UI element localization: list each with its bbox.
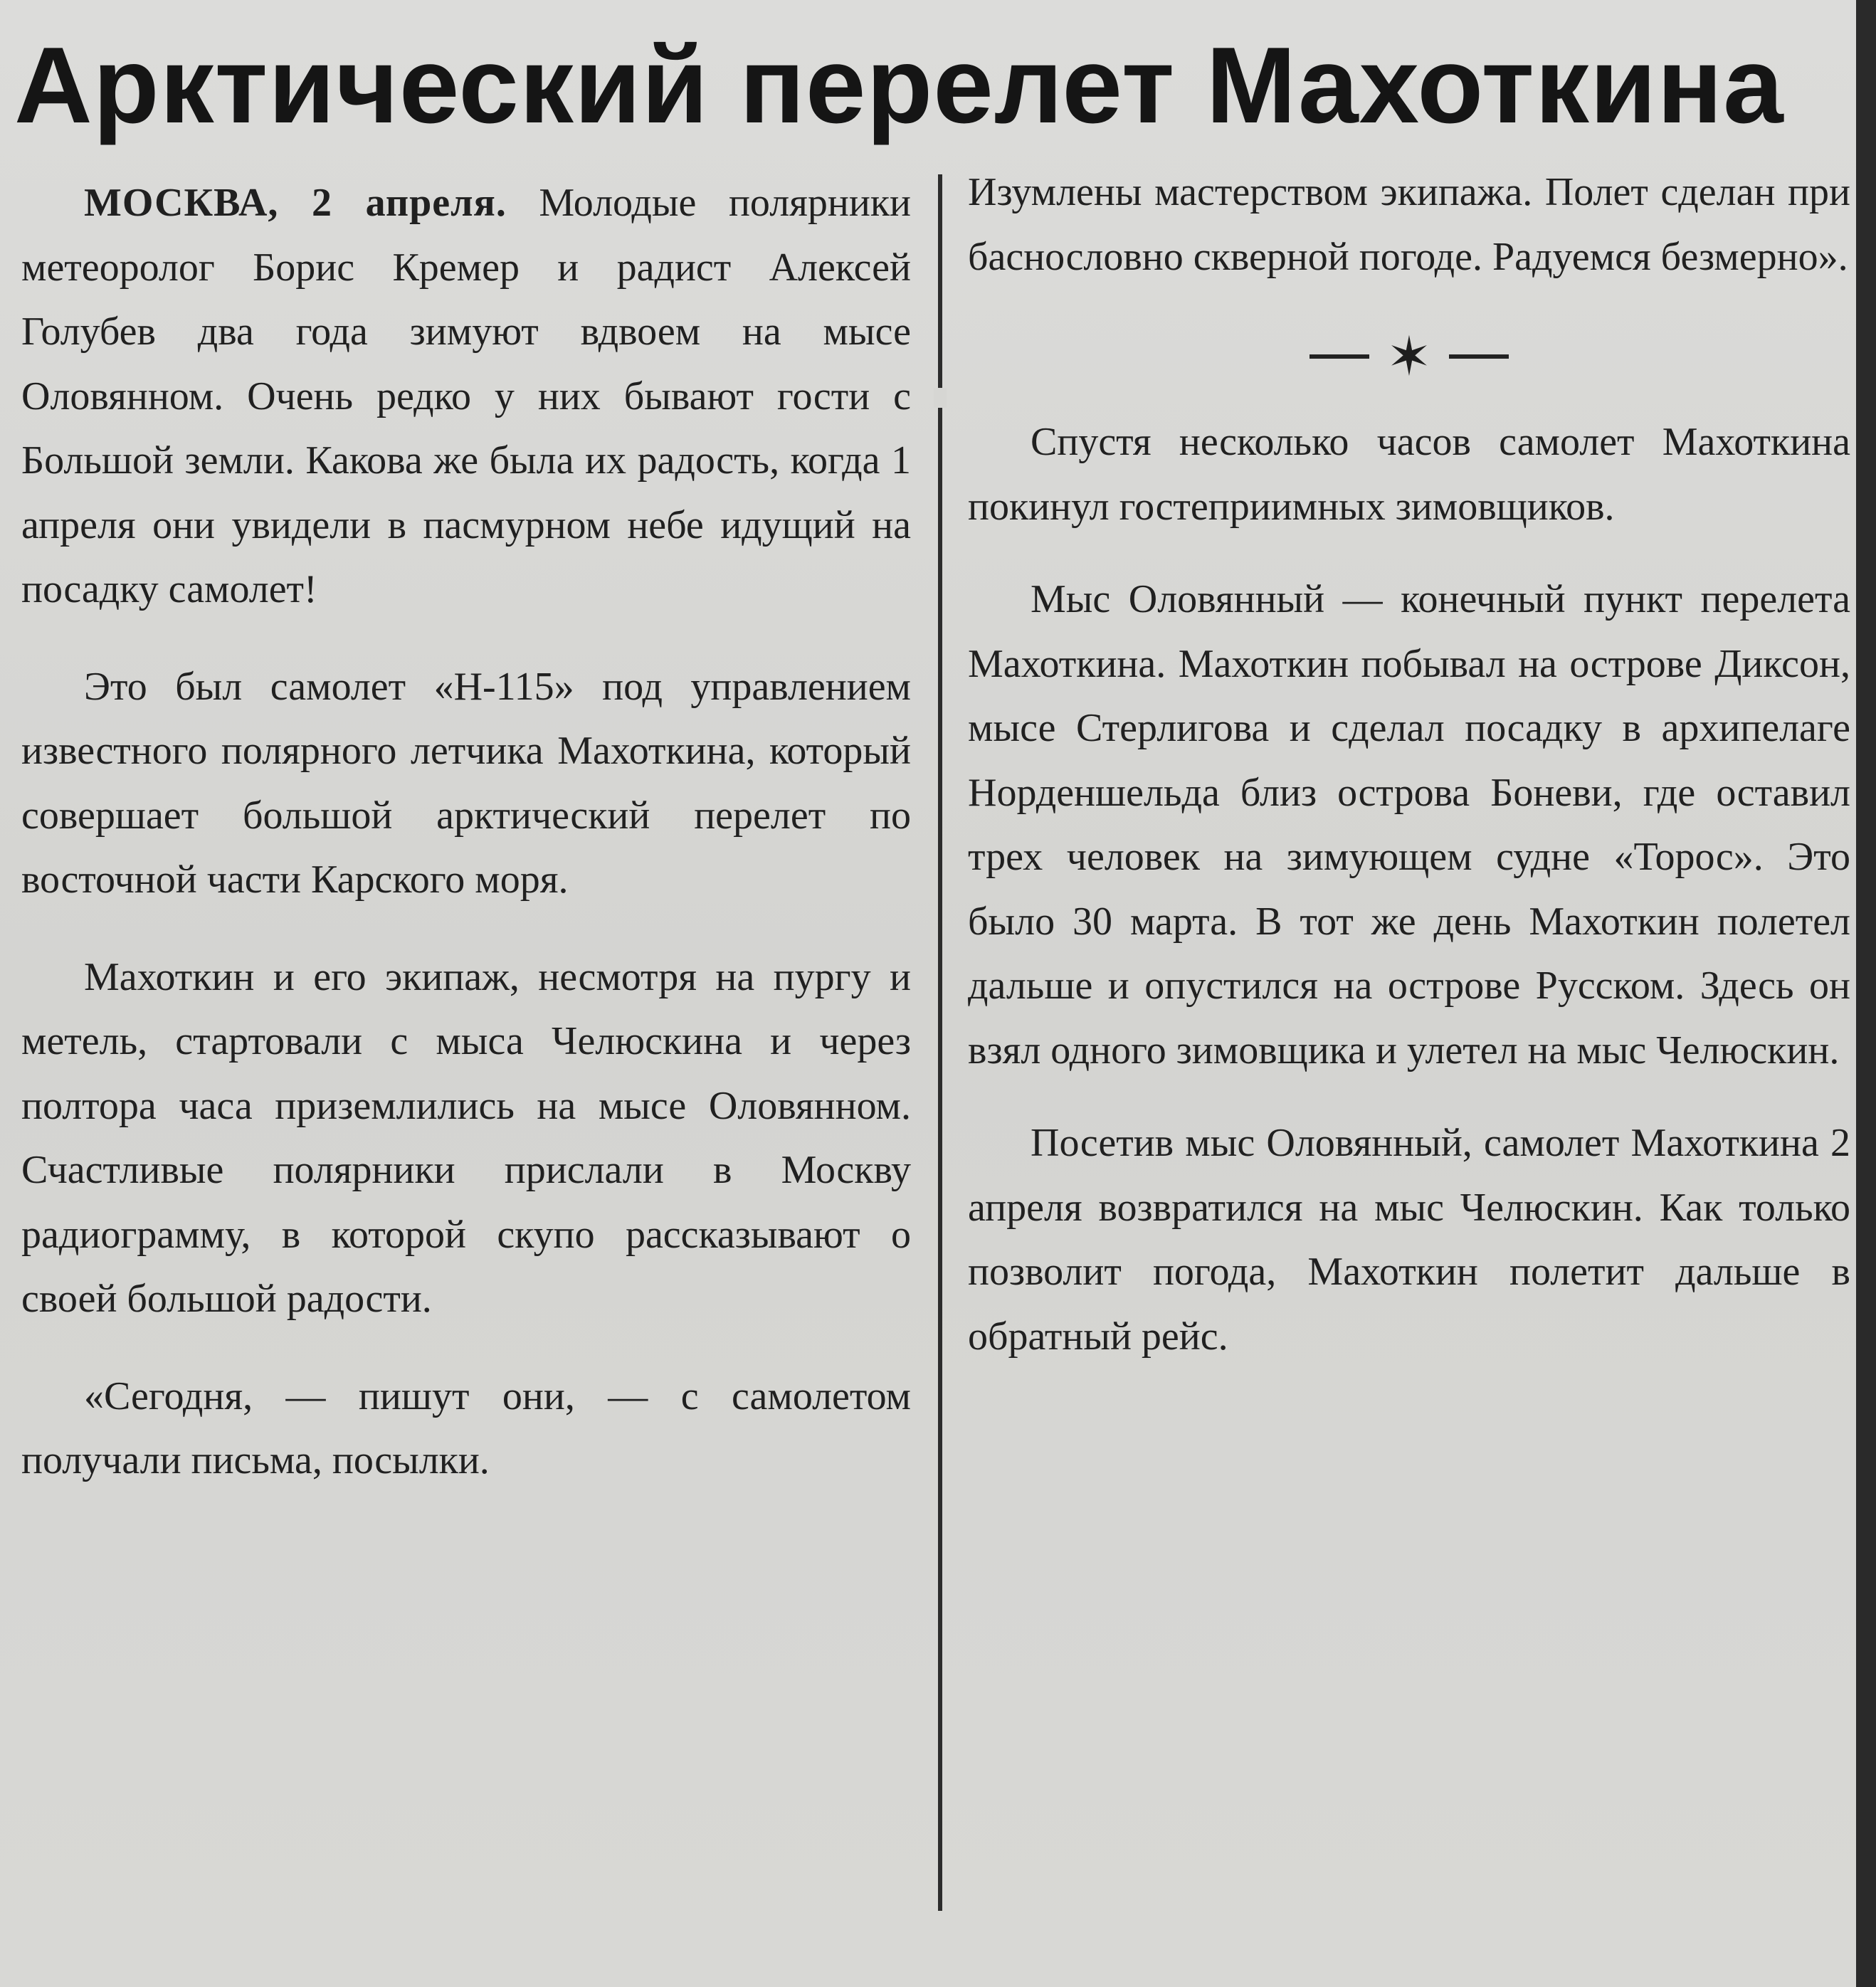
paragraph-7: Посетив мыс Оловянный, самолет Махоткина 2 апреля возвратился на мыс Челюскин. Как только позволит погода, Махоткин полетит дальше в обратный рейс. xyxy=(968,1121,1850,1359)
paragraph-continued: Изумлены мастерством экипажа. Полет сделан при баснословно скверной погоде. Радуемся безмерно». xyxy=(968,170,1850,279)
section-separator xyxy=(968,303,1850,410)
article-headline: Арктический перелет Махоткина xyxy=(14,25,1784,146)
paragraph-1 xyxy=(21,171,911,622)
dateline: МОСКВА, 2 апреля. xyxy=(84,181,507,225)
paragraph-4: «Сегодня, — пишут они, — с самолетом получали письма, посылки. xyxy=(21,1374,911,1482)
star-ornament-icon: ✶ xyxy=(1386,325,1432,388)
column-divider-gap xyxy=(934,388,947,408)
separator-dash-left xyxy=(1309,354,1369,359)
paragraph-2: Это был самолет «Н-115» под управлением известного полярного летчика Махоткина, который совершает большой арктический перелет по восточной части Карского моря. xyxy=(21,664,911,902)
paragraph-6: Мыс Оловянный — конечный пункт перелета Махоткина. Махоткин побывал на острове Диксон, мысе Стерлигова и сделал посадку в архипелаге Норденшельда близ острова Боневи, где оставил трех человек на зимующем судне «Торос». Это было 30 марта. В тот же день Махоткин полетел дальше и опустился на острове Русском. Здесь он взял одного зимовщика и улетел на мыс Челюскин. xyxy=(968,577,1850,1072)
page-edge xyxy=(1856,0,1876,1987)
left-column xyxy=(21,171,911,1493)
column-divider xyxy=(938,174,942,1911)
paragraph-5: Спустя несколько часов самолет Махоткина покинул гостеприимных зимовщиков. xyxy=(968,420,1850,529)
separator-dash-right xyxy=(1449,354,1509,359)
right-column xyxy=(968,160,1850,1369)
paragraph-1-text: Молодые полярники метеоролог Борис Кремер и радист Алексей Голубев два года зимуют вдвоем на мысе Оловянном. Очень редко у них бывают гости с Большой земли. Какова же была их радость, когда 1 апреля они увидели в пасмурном небе идущий на посадку самолет! xyxy=(21,181,912,611)
paragraph-3: Махоткин и его экипаж, несмотря на пургу и метель, стартовали с мыса Челюскина и через полтора часа приземлились на мысе Оловянном. Счастливые полярники прислали в Москву радиограмму, в которой скупо рассказывают о своей большой радости. xyxy=(21,954,911,1321)
